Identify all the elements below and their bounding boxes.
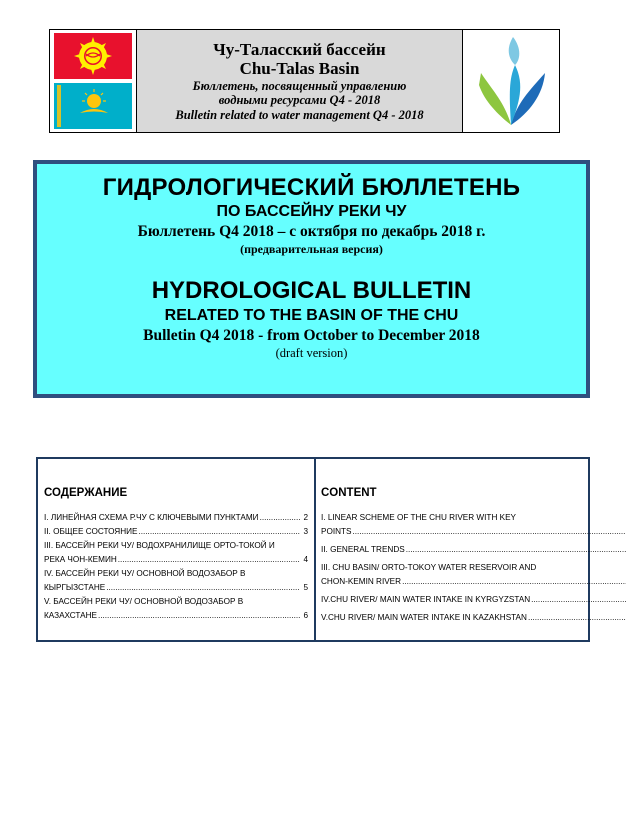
dot-leader [118, 553, 301, 567]
toc-entry-label: IV.CHU RIVER/ MAIN WATER INTAKE IN KYRGYZSTAN [321, 595, 531, 604]
bulletin-subtitle-ru-2: водными ресурсами Q4 - 2018 [218, 93, 381, 108]
basin-title-ru: Чу-Таласский бассейн [213, 39, 386, 59]
toc-entry-ru-3[interactable] [44, 539, 308, 567]
bulletin-subtitle-en: Bulletin related to water management Q4 - 2018 [175, 107, 424, 122]
title-ru-line1: ГИДРОЛОГИЧЕСКИЙ БЮЛЛЕТЕНЬ [102, 174, 521, 201]
toc-entry-en-4[interactable] [321, 593, 626, 607]
toc-page-number: 6 [303, 611, 308, 620]
toc-heading-en: CONTENT [321, 487, 377, 499]
toc-entry-en-1[interactable] [321, 511, 626, 539]
title-ru-line3: Бюллетень Q4 2018 – с октября по декабрь 2018 г. [137, 223, 486, 240]
toc-entry-label: II. GENERAL TRENDS [321, 545, 405, 554]
title-en-line3: Bulletin Q4 2018 - from October to December 2018 [143, 327, 480, 344]
bulletin-title-box [33, 160, 590, 398]
toc-heading-ru: СОДЕРЖАНИЕ [44, 487, 128, 499]
toc-column-ru [38, 459, 316, 640]
toc-entry-label: I. ЛИНЕЙНАЯ СХЕМА Р.ЧУ С КЛЮЧЕВЫМИ ПУНКТАМИ [44, 513, 259, 522]
toc-entry-label-cont: POINTS [321, 527, 352, 536]
kazakhstan-flag-icon [54, 83, 132, 129]
toc-entry-ru-2[interactable] [44, 525, 308, 539]
toc-entry-label: V.CHU RIVER/ MAIN WATER INTAKE IN KAZAKHSTAN [321, 613, 527, 622]
dot-leader [138, 525, 300, 539]
dot-leader [98, 609, 300, 623]
title-en-line2: RELATED TO THE BASIN OF THE CHU [164, 307, 459, 324]
toc-entry-label: V. БАССЕЙН РЕКИ ЧУ/ ОСНОВНОЙ ВОДОЗАБОР В [44, 597, 244, 606]
title-en-line4: (draft version) [275, 346, 348, 360]
dot-leader [528, 611, 626, 625]
table-of-contents [36, 457, 590, 642]
toc-entry-label: III. CHU BASIN/ ORTO-TOKOY WATER RESERVOIR AND [321, 563, 537, 572]
document-header [49, 29, 560, 133]
toc-entry-label-cont: CHON-KEMIN RIVER [321, 577, 402, 586]
toc-page-number: 3 [303, 527, 308, 536]
toc-entry-label-cont: КЫРГЫЗСТАНЕ [44, 583, 106, 592]
dot-leader [352, 525, 626, 539]
toc-entry-ru-1[interactable] [44, 511, 308, 525]
toc-entry-label: I. LINEAR SCHEME OF THE CHU RIVER WITH KEY [321, 513, 517, 522]
toc-column-en [316, 459, 626, 640]
dot-leader [531, 593, 626, 607]
toc-entry-label-cont: КАЗАХСТАНЕ [44, 611, 97, 620]
toc-entry-ru-4[interactable] [44, 567, 308, 595]
bulletin-subtitle-ru-1: Бюллетень, посвященный управлению [192, 78, 407, 93]
dot-leader [106, 581, 300, 595]
basin-title-en: Chu-Talas Basin [239, 59, 360, 79]
flags-column [50, 30, 137, 132]
toc-entry-label: III. БАССЕЙН РЕКИ ЧУ/ ВОДОХРАНИЛИЩЕ ОРТО-ТОКОЙ И [44, 541, 275, 550]
toc-entry-label: II. ОБЩЕЕ СОСТОЯНИЕ [44, 527, 138, 536]
toc-page-number: 4 [303, 555, 308, 564]
toc-page-number: 5 [303, 583, 308, 592]
toc-entry-label: IV. БАССЕЙН РЕКИ ЧУ/ ОСНОВНОЙ ВОДОЗАБОР В [44, 569, 246, 578]
dot-leader [402, 575, 626, 589]
toc-entry-en-3[interactable] [321, 561, 626, 589]
kyrgyzstan-flag-icon [54, 33, 132, 79]
commission-logo-icon [463, 30, 559, 132]
header-titles [137, 30, 463, 132]
title-en-line1: HYDROLOGICAL BULLETIN [151, 277, 472, 304]
dot-leader [260, 511, 301, 525]
toc-entry-label-cont: РЕКА ЧОН-КЕМИН [44, 555, 117, 564]
toc-entry-en-5[interactable] [321, 611, 626, 625]
toc-entry-en-2[interactable] [321, 543, 626, 557]
toc-entry-ru-5[interactable] [44, 595, 308, 623]
title-ru-line4: (предварительная версия) [240, 242, 383, 256]
dot-leader [406, 543, 626, 557]
toc-page-number: 2 [303, 513, 308, 522]
title-ru-line2: ПО БАССЕЙНУ РЕКИ ЧУ [216, 203, 407, 220]
